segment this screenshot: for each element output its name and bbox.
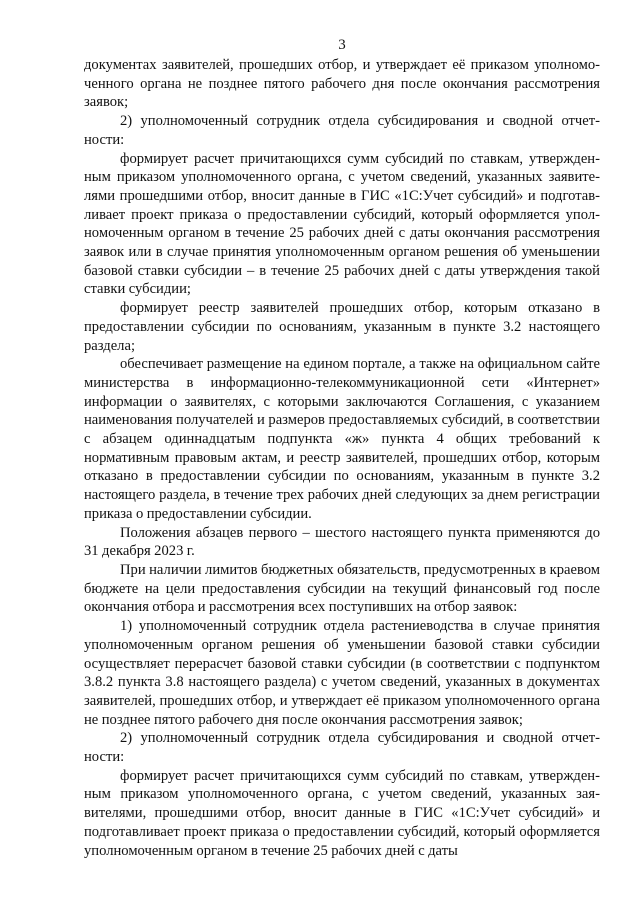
paragraph-calculation: формирует расчет причитающихся сумм субсидий по ставкам, утвержденным приказом уполномоченного органа, с учетом сведений, указанных заявителями прошедшими отбор, вносит данные в ГИС «1С:Учет субсидий» и подготавливает проект приказа о предоставлении субсидий, который оформляется уполномоченным органом в течение 25 рабочих дней с даты окончания рассмотрения заявок или в случае принятия уполномоченным органом решения об уменьшении базовой ставки субсидии – в течение 25 рабочих дней с даты утверждения такой ставки субсидии; [84,150,600,298]
paragraph-subsidy-department-2b: 2) уполномоченный сотрудник отдела субсидирования и сводной отчетности: [84,730,600,766]
paragraph-budget-limits: При наличии лимитов бюджетных обязательств, предусмотренных в краевом бюджете на цели предоставления субсидии на текущий финансовый год после окончания отбора и рассмотрения всех поступивших на отбор заявок: [84,561,600,616]
paragraph-continuation: документах заявителей, прошедших отбор, и утверждает её приказом уполномоченного органа не позднее пятого рабочего дня после окончания рассмотрения заявок; [84,57,600,111]
paragraph-validity: Положения абзацев первого – шестого настоящего пункта применяются до 31 декабря 2023 г. [84,524,600,560]
paragraph-crop-department-1: 1) уполномоченный сотрудник отдела растениеводства в случае принятия уполномоченным органом решения об уменьшении базовой ставки субсидии осуществляет перерасчет базовой ставки субсидии (в соответствии с подпунктом 3.8.2 пункта 3.8 настоящего раздела) с учетом сведений, указанных в документах заявителей, прошедших отбор, и утверждает её приказом уполномоченного органа не позднее пятого рабочего дня после окончания рассмотрения заявок; [84,618,600,728]
document-page [84,36,600,860]
paragraph-registry: формирует реестр заявителей прошедших отбор, которым отказано в предоставлении субсидии по основаниям, указанным в пункте 3.2 настоящего раздела; [84,300,600,354]
paragraph-publication: обеспечивает размещение на едином портале, а также на официальном сайте министерства в информационно-телекоммуникационной сети «Интернет» информации о заявителях, с которыми заключаются Соглашения, с указанием наименования получателей и размеров предоставляемых субсидий, в соответствии с абзацем одиннадцатым подпункта «ж» пункта 4 общих требований к нормативным правовым актам, и реестр заявителей, прошедших отбор, которым отказано в предоставлении субсидии по основаниям, указанным в пункте 3.2 настоящего раздела, в течение трех рабочих дней следующих за днем регистрации приказа о предоставлении субсидии. [84,356,600,522]
paragraph-subsidy-department-2: 2) уполномоченный сотрудник отдела субсидирования и сводной отчетности: [84,113,600,148]
paragraph-calculation-b: формирует расчет причитающихся сумм субсидий по ставкам, утвержденным приказом уполномоченного органа, с учетом сведений, указанных заявителями, прошедшими отбор, вносит данные в ГИС «1С:Учет субсидий» и подготавливает проект приказа о предоставлении субсидий, который оформляется уполномоченным органом в течение 25 рабочих дней с даты [84,767,600,859]
page-number: 3 [338,37,346,53]
